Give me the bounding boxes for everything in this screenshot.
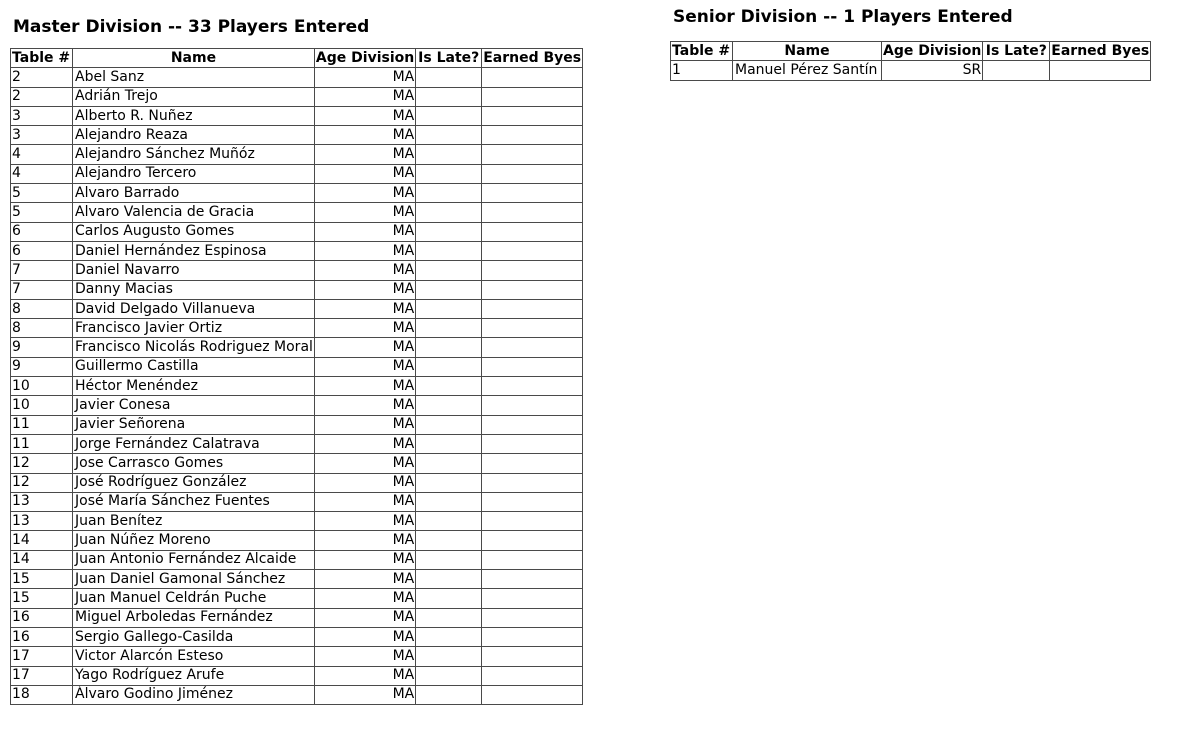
master-division-section bbox=[10, 14, 583, 705]
is-late-cell bbox=[416, 473, 482, 492]
is-late-cell bbox=[416, 666, 482, 685]
earned-byes-cell bbox=[482, 68, 583, 87]
age-division-cell: MA bbox=[314, 531, 415, 550]
is-late-cell bbox=[416, 492, 482, 511]
table-row bbox=[11, 126, 583, 145]
table-number-cell: 16 bbox=[11, 608, 73, 627]
table-number-cell: 8 bbox=[11, 299, 73, 318]
player-name-cell: Alvaro Valencia de Gracia bbox=[73, 203, 315, 222]
age-division-cell: MA bbox=[314, 126, 415, 145]
table-row bbox=[11, 357, 583, 376]
earned-byes-cell bbox=[482, 126, 583, 145]
earned-byes-cell bbox=[1050, 61, 1151, 80]
is-late-cell bbox=[416, 261, 482, 280]
player-name-cell: Alejandro Sánchez Muñóz bbox=[73, 145, 315, 164]
age-division-cell: MA bbox=[314, 647, 415, 666]
table-row bbox=[11, 454, 583, 473]
player-name-cell: Juan Benítez bbox=[73, 512, 315, 531]
header-table-number: Table # bbox=[671, 42, 733, 61]
header-name: Name bbox=[733, 42, 882, 61]
table-row bbox=[11, 647, 583, 666]
table-number-cell: 15 bbox=[11, 570, 73, 589]
age-division-cell: MA bbox=[314, 68, 415, 87]
earned-byes-cell bbox=[482, 87, 583, 106]
earned-byes-cell bbox=[482, 434, 583, 453]
earned-byes-cell bbox=[482, 184, 583, 203]
player-name-cell: Daniel Hernández Espinosa bbox=[73, 241, 315, 260]
earned-byes-cell bbox=[482, 492, 583, 511]
player-name-cell: José María Sánchez Fuentes bbox=[73, 492, 315, 511]
table-number-cell: 13 bbox=[11, 512, 73, 531]
table-row bbox=[11, 319, 583, 338]
table-number-cell: 8 bbox=[11, 319, 73, 338]
earned-byes-cell bbox=[482, 377, 583, 396]
player-name-cell: Adrián Trejo bbox=[73, 87, 315, 106]
table-number-cell: 5 bbox=[11, 184, 73, 203]
table-row bbox=[11, 164, 583, 183]
is-late-cell bbox=[416, 647, 482, 666]
earned-byes-cell bbox=[482, 666, 583, 685]
is-late-cell bbox=[416, 531, 482, 550]
is-late-cell bbox=[416, 685, 482, 704]
table-number-cell: 14 bbox=[11, 531, 73, 550]
age-division-cell: MA bbox=[314, 396, 415, 415]
table-row bbox=[11, 589, 583, 608]
player-name-cell: Miguel Arboledas Fernández bbox=[73, 608, 315, 627]
table-number-cell: 9 bbox=[11, 357, 73, 376]
age-division-cell: MA bbox=[314, 666, 415, 685]
is-late-cell bbox=[416, 184, 482, 203]
master-players-table bbox=[10, 48, 583, 705]
is-late-cell bbox=[416, 126, 482, 145]
table-row bbox=[11, 434, 583, 453]
player-name-cell: Manuel Pérez Santín bbox=[733, 61, 882, 80]
player-name-cell: David Delgado Villanueva bbox=[73, 299, 315, 318]
player-name-cell: Héctor Menéndez bbox=[73, 377, 315, 396]
age-division-cell: MA bbox=[314, 222, 415, 241]
is-late-cell bbox=[416, 280, 482, 299]
senior-division-title: Senior Division -- 1 Players Entered bbox=[673, 7, 1013, 27]
earned-byes-cell bbox=[482, 164, 583, 183]
earned-byes-cell bbox=[482, 550, 583, 569]
table-header-row bbox=[671, 42, 1151, 61]
age-division-cell: MA bbox=[314, 473, 415, 492]
table-number-cell: 5 bbox=[11, 203, 73, 222]
is-late-cell bbox=[416, 145, 482, 164]
player-name-cell: Álvaro Godino Jiménez bbox=[73, 685, 315, 704]
earned-byes-cell bbox=[482, 203, 583, 222]
age-division-cell: MA bbox=[314, 241, 415, 260]
table-row bbox=[11, 492, 583, 511]
table-number-cell: 9 bbox=[11, 338, 73, 357]
is-late-cell bbox=[416, 241, 482, 260]
player-name-cell: Sergio Gallego-Casilda bbox=[73, 627, 315, 646]
age-division-cell: MA bbox=[314, 608, 415, 627]
table-number-cell: 12 bbox=[11, 473, 73, 492]
table-number-cell: 4 bbox=[11, 145, 73, 164]
earned-byes-cell bbox=[482, 280, 583, 299]
table-row bbox=[11, 222, 583, 241]
player-name-cell: Alejandro Tercero bbox=[73, 164, 315, 183]
is-late-cell bbox=[416, 222, 482, 241]
earned-byes-cell bbox=[482, 261, 583, 280]
earned-byes-cell bbox=[482, 473, 583, 492]
table-number-cell: 15 bbox=[11, 589, 73, 608]
table-number-cell: 2 bbox=[11, 68, 73, 87]
table-number-cell: 2 bbox=[11, 87, 73, 106]
table-row bbox=[11, 377, 583, 396]
player-name-cell: Alejandro Reaza bbox=[73, 126, 315, 145]
is-late-cell bbox=[416, 357, 482, 376]
player-name-cell: Juan Manuel Celdrán Puche bbox=[73, 589, 315, 608]
table-row bbox=[11, 473, 583, 492]
is-late-cell bbox=[416, 589, 482, 608]
age-division-cell: MA bbox=[314, 627, 415, 646]
age-division-cell: MA bbox=[314, 280, 415, 299]
age-division-cell: MA bbox=[314, 415, 415, 434]
is-late-cell bbox=[416, 627, 482, 646]
age-division-cell: MA bbox=[314, 338, 415, 357]
earned-byes-cell bbox=[482, 241, 583, 260]
table-row bbox=[11, 531, 583, 550]
is-late-cell bbox=[416, 164, 482, 183]
is-late-cell bbox=[416, 377, 482, 396]
player-name-cell: Danny Macias bbox=[73, 280, 315, 299]
table-number-cell: 16 bbox=[11, 627, 73, 646]
table-number-cell: 18 bbox=[11, 685, 73, 704]
is-late-cell bbox=[416, 338, 482, 357]
age-division-cell: MA bbox=[314, 299, 415, 318]
earned-byes-cell bbox=[482, 338, 583, 357]
age-division-cell: MA bbox=[314, 261, 415, 280]
table-row bbox=[11, 106, 583, 125]
age-division-cell: MA bbox=[314, 106, 415, 125]
header-name: Name bbox=[73, 49, 315, 68]
age-division-cell: SR bbox=[882, 61, 983, 80]
table-row bbox=[11, 261, 583, 280]
player-name-cell: Abel Sanz bbox=[73, 68, 315, 87]
age-division-cell: MA bbox=[314, 87, 415, 106]
player-name-cell: Yago Rodríguez Arufe bbox=[73, 666, 315, 685]
age-division-cell: MA bbox=[314, 550, 415, 569]
earned-byes-cell bbox=[482, 299, 583, 318]
is-late-cell bbox=[416, 106, 482, 125]
table-row bbox=[11, 184, 583, 203]
table-row bbox=[11, 87, 583, 106]
age-division-cell: MA bbox=[314, 164, 415, 183]
table-row bbox=[11, 396, 583, 415]
age-division-cell: MA bbox=[314, 492, 415, 511]
age-division-cell: MA bbox=[314, 319, 415, 338]
table-row bbox=[11, 145, 583, 164]
master-table-body bbox=[11, 68, 583, 705]
table-row bbox=[11, 608, 583, 627]
table-row bbox=[11, 338, 583, 357]
table-number-cell: 3 bbox=[11, 106, 73, 125]
master-division-title: Master Division -- 33 Players Entered bbox=[13, 17, 370, 37]
age-division-cell: MA bbox=[314, 434, 415, 453]
player-name-cell: Javier Conesa bbox=[73, 396, 315, 415]
is-late-cell bbox=[416, 434, 482, 453]
is-late-cell bbox=[416, 396, 482, 415]
table-number-cell: 11 bbox=[11, 415, 73, 434]
player-name-cell: Juan Antonio Fernández Alcaide bbox=[73, 550, 315, 569]
age-division-cell: MA bbox=[314, 570, 415, 589]
table-row bbox=[11, 280, 583, 299]
header-age-division: Age Division bbox=[314, 49, 415, 68]
header-is-late: Is Late? bbox=[983, 42, 1050, 61]
is-late-cell bbox=[416, 299, 482, 318]
player-name-cell: Daniel Navarro bbox=[73, 261, 315, 280]
age-division-cell: MA bbox=[314, 203, 415, 222]
earned-byes-cell bbox=[482, 685, 583, 704]
header-is-late: Is Late? bbox=[416, 49, 482, 68]
is-late-cell bbox=[983, 61, 1050, 80]
earned-byes-cell bbox=[482, 319, 583, 338]
table-number-cell: 10 bbox=[11, 377, 73, 396]
is-late-cell bbox=[416, 608, 482, 627]
player-name-cell: Alberto R. Nuñez bbox=[73, 106, 315, 125]
table-number-cell: 6 bbox=[11, 222, 73, 241]
age-division-cell: MA bbox=[314, 184, 415, 203]
age-division-cell: MA bbox=[314, 454, 415, 473]
table-row bbox=[11, 241, 583, 260]
is-late-cell bbox=[416, 415, 482, 434]
age-division-cell: MA bbox=[314, 685, 415, 704]
earned-byes-cell bbox=[482, 512, 583, 531]
earned-byes-cell bbox=[482, 608, 583, 627]
table-number-cell: 17 bbox=[11, 647, 73, 666]
earned-byes-cell bbox=[482, 145, 583, 164]
table-row bbox=[11, 550, 583, 569]
player-name-cell: Jorge Fernández Calatrava bbox=[73, 434, 315, 453]
player-name-cell: José Rodríguez González bbox=[73, 473, 315, 492]
is-late-cell bbox=[416, 203, 482, 222]
age-division-cell: MA bbox=[314, 589, 415, 608]
player-name-cell: Francisco Javier Ortiz bbox=[73, 319, 315, 338]
is-late-cell bbox=[416, 512, 482, 531]
table-number-cell: 7 bbox=[11, 261, 73, 280]
player-name-cell: Juan Núñez Moreno bbox=[73, 531, 315, 550]
table-number-cell: 6 bbox=[11, 241, 73, 260]
is-late-cell bbox=[416, 454, 482, 473]
earned-byes-cell bbox=[482, 106, 583, 125]
table-number-cell: 1 bbox=[671, 61, 733, 80]
age-division-cell: MA bbox=[314, 145, 415, 164]
table-number-cell: 3 bbox=[11, 126, 73, 145]
senior-players-table bbox=[670, 41, 1151, 81]
table-number-cell: 4 bbox=[11, 164, 73, 183]
age-division-cell: MA bbox=[314, 512, 415, 531]
player-name-cell: Francisco Nicolás Rodriguez Moral bbox=[73, 338, 315, 357]
header-age-division: Age Division bbox=[882, 42, 983, 61]
player-name-cell: Jose Carrasco Gomes bbox=[73, 454, 315, 473]
is-late-cell bbox=[416, 87, 482, 106]
player-name-cell: Victor Alarcón Esteso bbox=[73, 647, 315, 666]
player-name-cell: Alvaro Barrado bbox=[73, 184, 315, 203]
earned-byes-cell bbox=[482, 570, 583, 589]
table-number-cell: 7 bbox=[11, 280, 73, 299]
table-row bbox=[11, 415, 583, 434]
age-division-cell: MA bbox=[314, 377, 415, 396]
table-number-cell: 17 bbox=[11, 666, 73, 685]
earned-byes-cell bbox=[482, 454, 583, 473]
table-number-cell: 13 bbox=[11, 492, 73, 511]
earned-byes-cell bbox=[482, 531, 583, 550]
table-number-cell: 11 bbox=[11, 434, 73, 453]
table-row bbox=[671, 61, 1151, 80]
table-row bbox=[11, 203, 583, 222]
earned-byes-cell bbox=[482, 222, 583, 241]
player-name-cell: Carlos Augusto Gomes bbox=[73, 222, 315, 241]
earned-byes-cell bbox=[482, 396, 583, 415]
table-row bbox=[11, 685, 583, 704]
senior-division-section bbox=[670, 4, 1151, 81]
earned-byes-cell bbox=[482, 627, 583, 646]
table-number-cell: 14 bbox=[11, 550, 73, 569]
earned-byes-cell bbox=[482, 357, 583, 376]
table-row bbox=[11, 666, 583, 685]
player-name-cell: Guillermo Castilla bbox=[73, 357, 315, 376]
is-late-cell bbox=[416, 68, 482, 87]
header-earned-byes: Earned Byes bbox=[1050, 42, 1151, 61]
age-division-cell: MA bbox=[314, 357, 415, 376]
table-header-row bbox=[11, 49, 583, 68]
earned-byes-cell bbox=[482, 415, 583, 434]
table-row bbox=[11, 68, 583, 87]
player-name-cell: Juan Daniel Gamonal Sánchez bbox=[73, 570, 315, 589]
senior-table-body bbox=[671, 61, 1151, 80]
is-late-cell bbox=[416, 570, 482, 589]
earned-byes-cell bbox=[482, 589, 583, 608]
header-table-number: Table # bbox=[11, 49, 73, 68]
table-row bbox=[11, 627, 583, 646]
player-name-cell: Javier Señorena bbox=[73, 415, 315, 434]
table-number-cell: 12 bbox=[11, 454, 73, 473]
table-row bbox=[11, 512, 583, 531]
table-row bbox=[11, 570, 583, 589]
is-late-cell bbox=[416, 550, 482, 569]
is-late-cell bbox=[416, 319, 482, 338]
table-number-cell: 10 bbox=[11, 396, 73, 415]
header-earned-byes: Earned Byes bbox=[482, 49, 583, 68]
earned-byes-cell bbox=[482, 647, 583, 666]
table-row bbox=[11, 299, 583, 318]
